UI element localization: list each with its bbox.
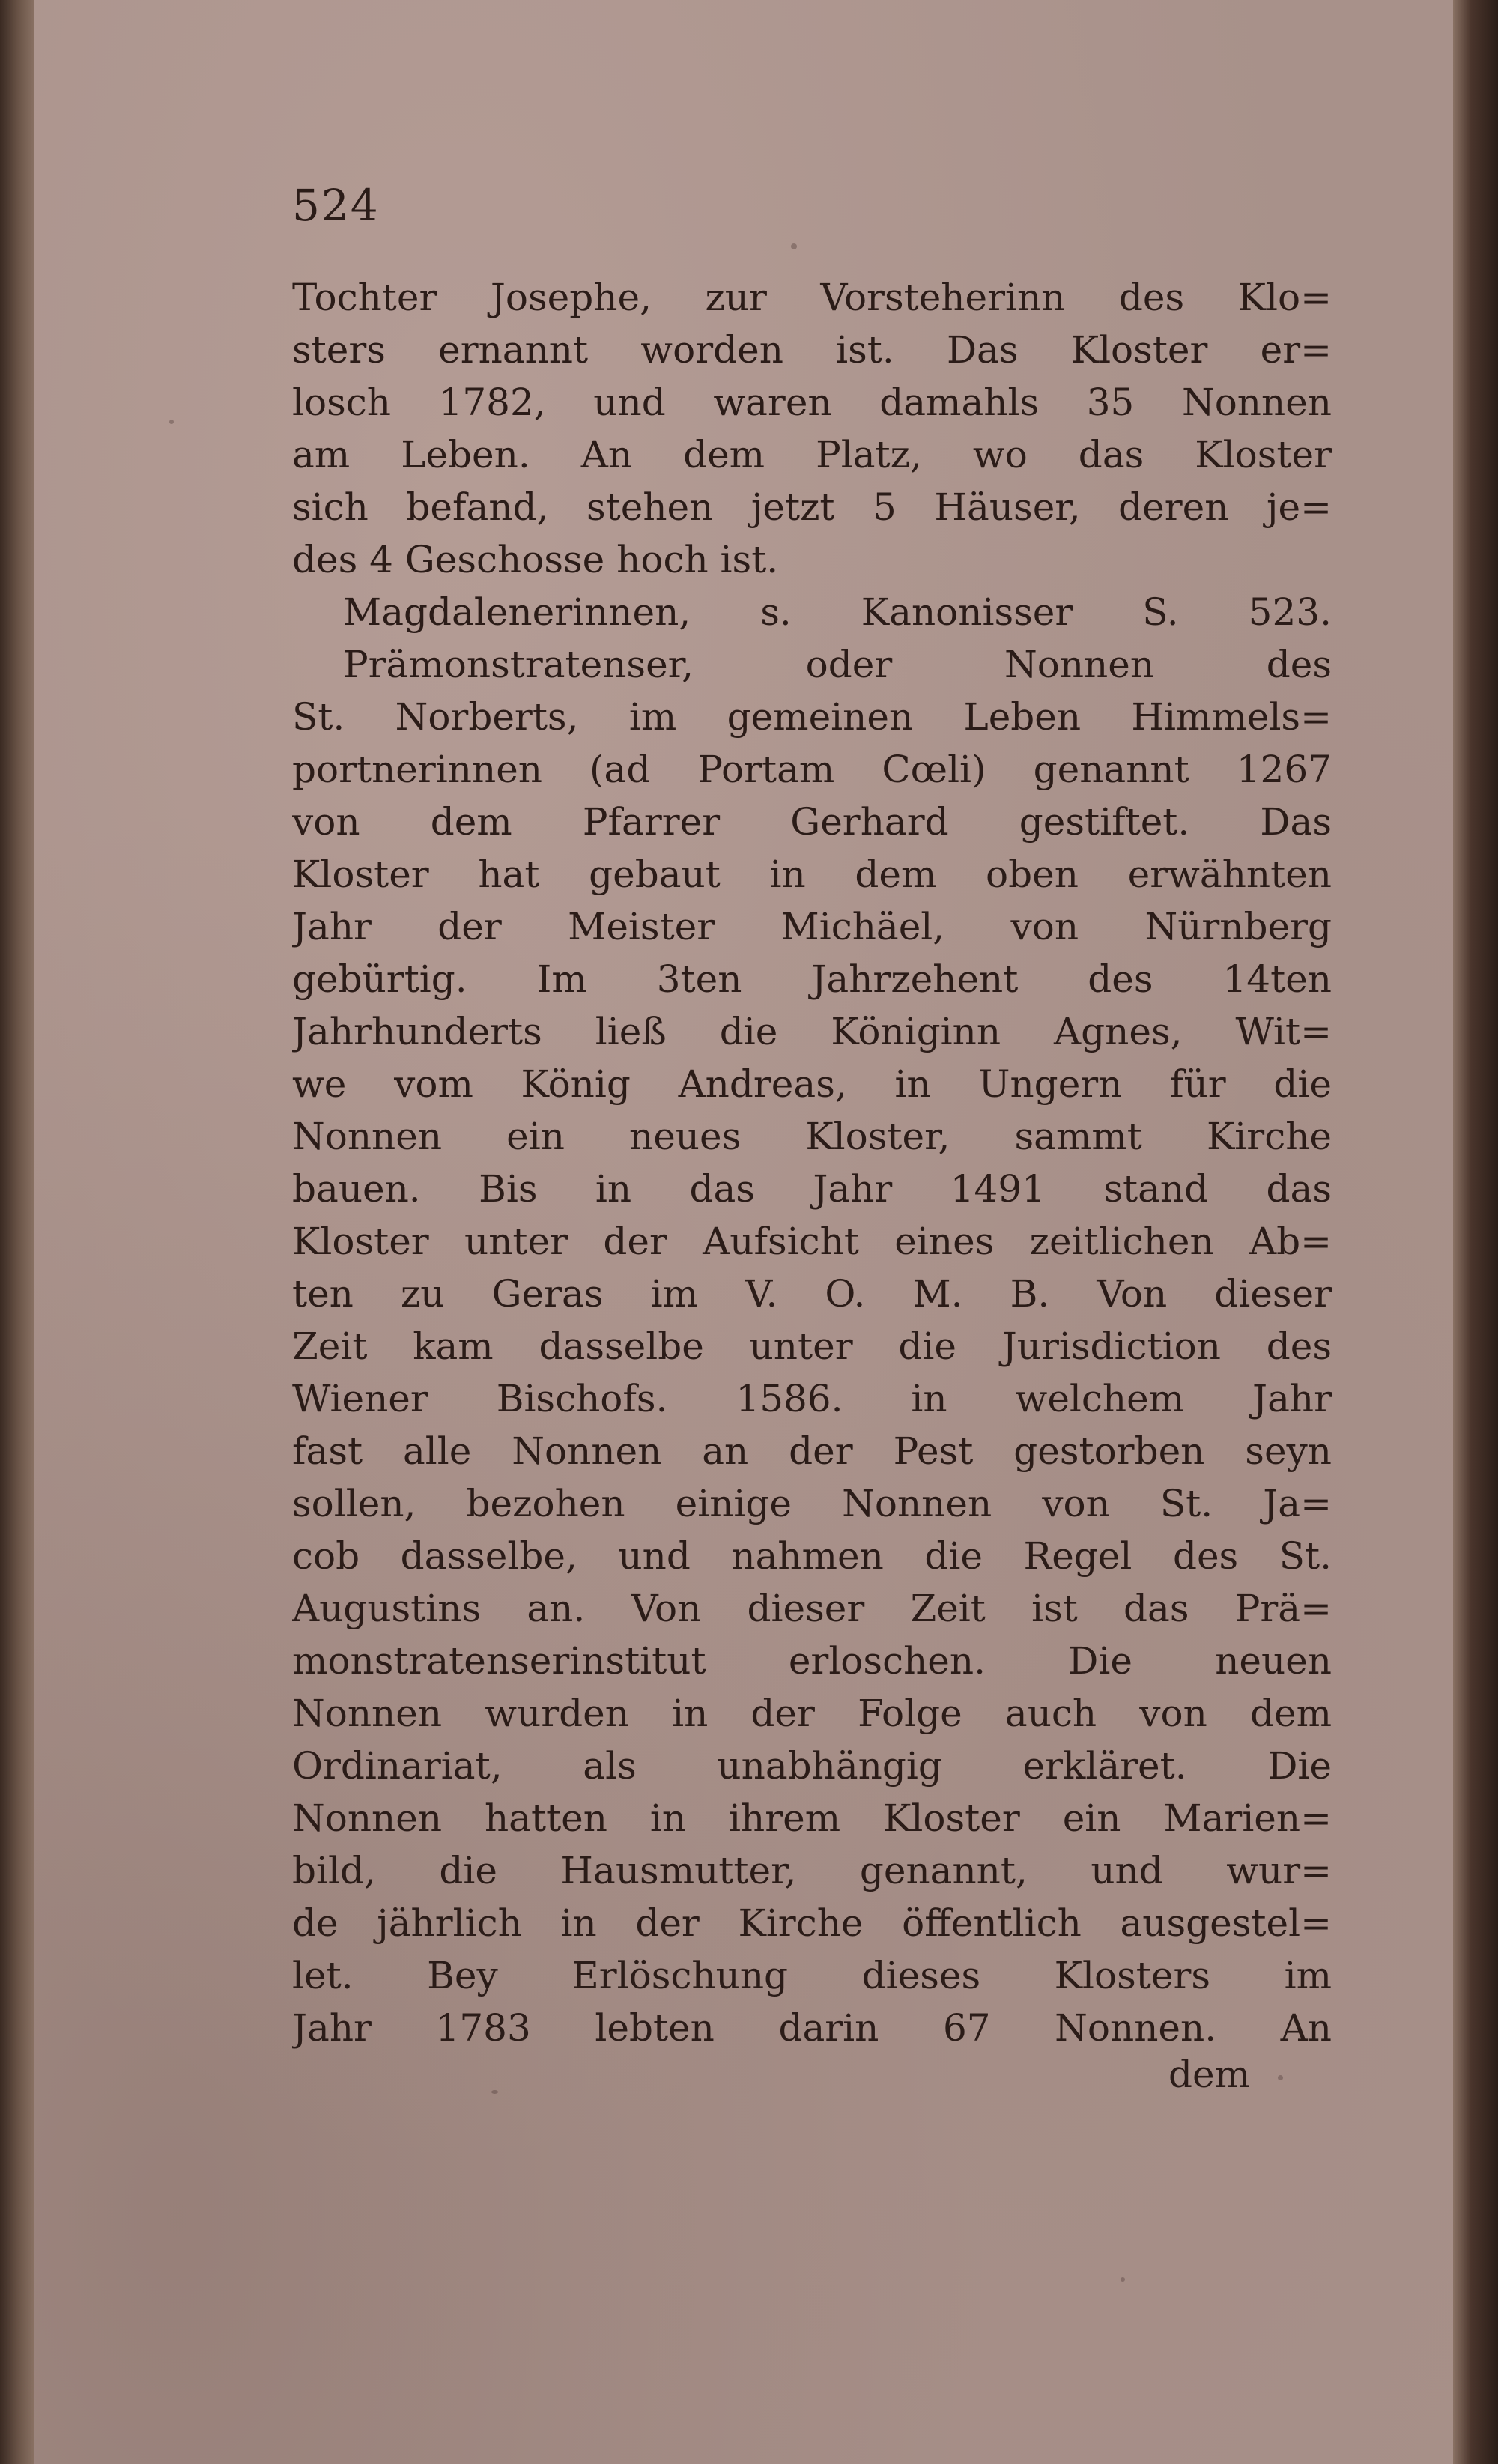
paper-fleck xyxy=(1278,2075,1283,2080)
page-number: 524 xyxy=(292,180,380,231)
text-line: Zeit kam dasselbe unter die Jurisdiction des xyxy=(292,1325,1332,1368)
text-line: Nonnen ein neues Kloster, sammt Kirche xyxy=(292,1115,1332,1158)
text-line: Nonnen hatten in ihrem Kloster ein Marien= xyxy=(292,1796,1332,1840)
paper-fleck xyxy=(1121,2277,1125,2282)
text-line: gebürtig. Im 3ten Jahrzehent des 14ten xyxy=(292,957,1332,1001)
catchword: dem xyxy=(1168,2053,1251,2096)
paper-fleck xyxy=(169,420,174,424)
text-line: monstratenserinstitut erloschen. Die neuen xyxy=(292,1639,1332,1683)
text-line: Kloster hat gebaut in dem oben erwähnten xyxy=(292,853,1332,896)
text-line: losch 1782, und waren damahls 35 Nonnen xyxy=(292,381,1332,424)
text-line: Kloster unter der Aufsicht eines zeitlichen Ab= xyxy=(292,1220,1332,1263)
text-line: von dem Pfarrer Gerhard gestiftet. Das xyxy=(292,800,1332,844)
entry-heading-magdalenerinnen: Magdalenerinnen, s. Kanonisser S. 523. xyxy=(343,590,1332,634)
text-line: sich befand, stehen jetzt 5 Häuser, deren je= xyxy=(292,485,1332,529)
text-line: des 4 Geschosse hoch ist. xyxy=(292,538,779,581)
text-line: Jahr 1783 lebten darin 67 Nonnen. An xyxy=(292,2006,1332,2050)
text-line: sters ernannt worden ist. Das Kloster er= xyxy=(292,328,1332,372)
book-gutter-left xyxy=(0,0,34,2464)
text-line: cob dasselbe, und nahmen die Regel des St. xyxy=(292,1534,1332,1578)
paper-fleck xyxy=(791,243,797,249)
book-page-edge-right xyxy=(1453,0,1498,2464)
text-line: Wiener Bischofs. 1586. in welchem Jahr xyxy=(292,1377,1332,1420)
text-line: sollen, bezohen einige Nonnen von St. Ja= xyxy=(292,1482,1332,1525)
text-line: let. Bey Erlöschung dieses Klosters im xyxy=(292,1954,1332,1997)
text-line: Jahr der Meister Michäel, von Nürnberg xyxy=(292,905,1332,948)
paper-fleck xyxy=(491,2090,498,2094)
text-line: am Leben. An dem Platz, wo das Kloster xyxy=(292,433,1332,476)
text-line: Augustins an. Von dieser Zeit ist das Prä= xyxy=(292,1587,1332,1630)
text-line: ten zu Geras im V. O. M. B. Von dieser xyxy=(292,1272,1332,1316)
text-line: bild, die Hausmutter, genannt, und wur= xyxy=(292,1849,1332,1892)
text-line: Ordinariat, als unabhängig erkläret. Die xyxy=(292,1744,1332,1788)
text-line: fast alle Nonnen an der Pest gestorben seyn xyxy=(292,1429,1332,1473)
text-line: we vom König Andreas, in Ungern für die xyxy=(292,1062,1332,1106)
text-line: St. Norberts, im gemeinen Leben Himmels= xyxy=(292,695,1332,739)
entry-heading-praemonstratenser: Prämonstratenser, oder Nonnen des xyxy=(343,643,1332,686)
body-text xyxy=(292,271,1332,2054)
text-line: bauen. Bis in das Jahr 1491 stand das xyxy=(292,1167,1332,1211)
text-line: Jahrhunderts ließ die Königinn Agnes, Wit= xyxy=(292,1010,1332,1053)
text-line: portnerinnen (ad Portam Cœli) genannt 1267 xyxy=(292,748,1332,791)
text-line: Nonnen wurden in der Folge auch von dem xyxy=(292,1692,1332,1735)
text-line: de jährlich in der Kirche öffentlich ausgestel= xyxy=(292,1901,1332,1945)
text-line: Tochter Josephe, zur Vorsteherinn des Klo= xyxy=(292,276,1332,319)
